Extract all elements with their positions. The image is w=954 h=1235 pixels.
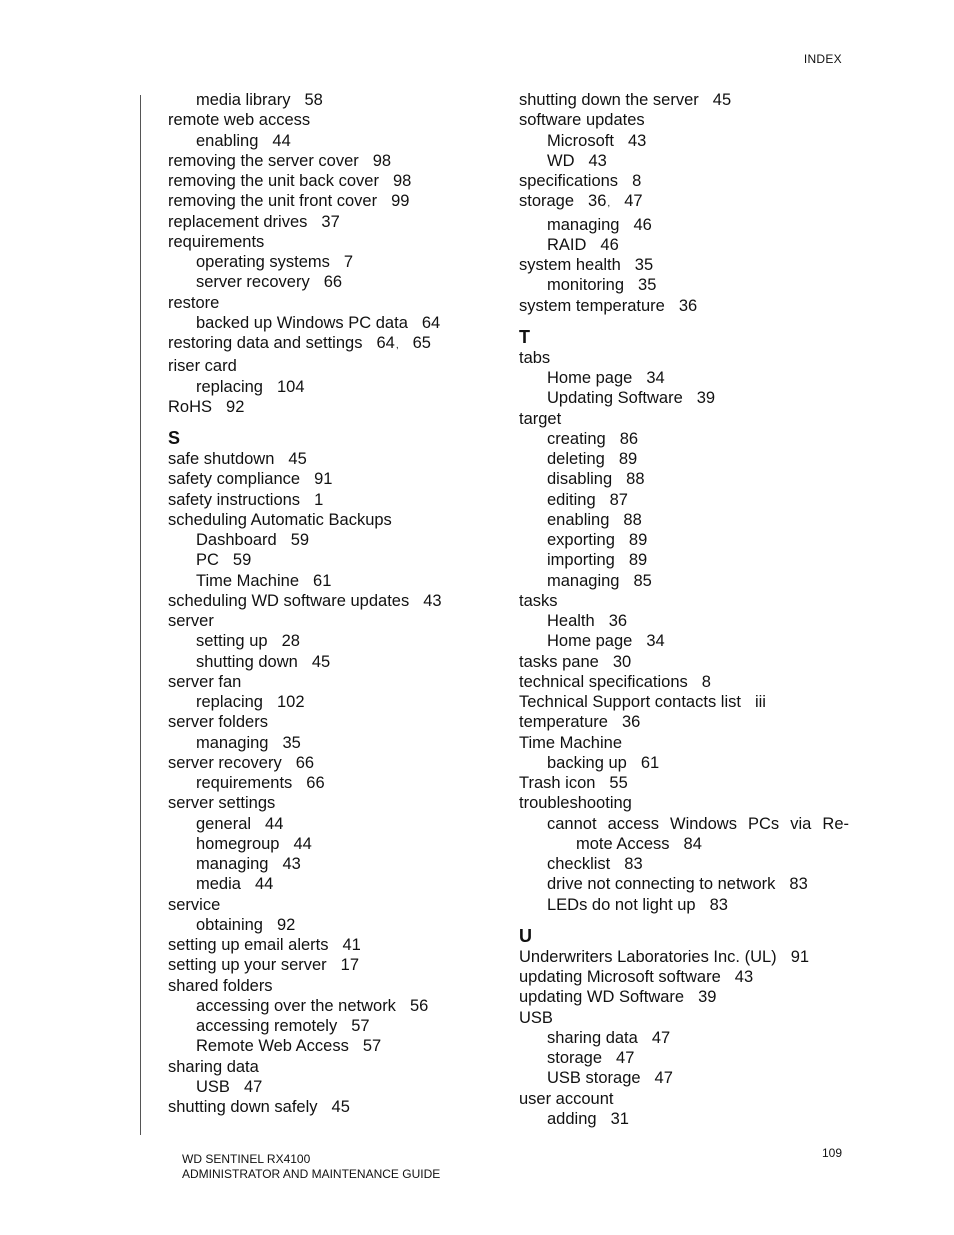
entry-term: server folders (168, 713, 268, 732)
index-entry (168, 356, 488, 376)
page-reference[interactable]: 39 (696, 389, 716, 408)
entry-term: Health (547, 612, 595, 630)
entry-term: drive not connecting to network (547, 875, 776, 894)
entry-term: specifications (519, 172, 619, 190)
entry-term: Updating Software (547, 389, 683, 408)
entry-term: server settings (168, 794, 276, 813)
index-entry (168, 212, 488, 232)
index-entry (519, 348, 849, 368)
page-reference[interactable]: 45 (288, 450, 307, 468)
index-entry (519, 652, 849, 672)
entry-term: enabling (547, 510, 610, 529)
index-entry (519, 296, 849, 316)
page-reference[interactable]: 104 (276, 377, 305, 396)
entry-term: shutting down (196, 652, 298, 671)
index-entry (519, 672, 849, 692)
page-reference[interactable]: 8 (632, 172, 642, 190)
index-subentry (168, 692, 488, 712)
page-reference[interactable]: 41 (342, 936, 361, 954)
index-entry (519, 90, 849, 110)
index-entry (168, 712, 488, 732)
entry-term: creating (547, 429, 606, 448)
entry-term: scheduling WD software updates (168, 591, 410, 610)
page-reference[interactable]: 31 (610, 1109, 629, 1128)
page-reference[interactable]: 17 (340, 956, 360, 975)
index-subentry (168, 252, 488, 272)
entry-term: storage (519, 192, 575, 211)
index-entry (168, 293, 488, 313)
index-subentry (519, 550, 849, 570)
index-entry (519, 733, 849, 753)
page-reference[interactable]: 66 (323, 273, 343, 292)
index-subentry (519, 1048, 849, 1068)
index-subentry (168, 571, 488, 591)
entry-term: remote web access (168, 111, 311, 130)
entry-term: media (196, 875, 241, 894)
index-entry (519, 1008, 849, 1028)
page-reference[interactable]: 34 (646, 369, 665, 387)
page-reference[interactable]: 44 (254, 875, 274, 894)
index-subentry (519, 275, 849, 295)
index-subentry (168, 90, 488, 110)
entry-term: server recovery (196, 273, 310, 292)
entry-term: deleting (547, 450, 605, 468)
index-entry (168, 151, 488, 171)
index-subentry (519, 854, 849, 874)
entry-term: target (519, 409, 562, 428)
entry-term: RAID (547, 235, 587, 254)
index-subentry (168, 550, 488, 570)
page-reference[interactable]: 59 (290, 531, 310, 549)
entry-term: updating WD Software (519, 988, 685, 1007)
index-subentry (168, 1016, 488, 1036)
index-entry (168, 397, 488, 417)
section-letter: T (519, 326, 530, 347)
entry-term: Home page (547, 632, 633, 651)
index-entry (519, 110, 849, 130)
entry-term: setting up (196, 632, 268, 651)
index-entry (519, 409, 849, 429)
index-subentry (519, 215, 849, 235)
index-subentry (168, 773, 488, 793)
entry-term: restore (168, 293, 220, 312)
index-entry (519, 947, 849, 967)
entry-term: Microsoft (547, 131, 614, 150)
entry-term: troubleshooting (519, 794, 632, 813)
entry-term: cannot access Windows PCs via Re-mote Access (547, 814, 849, 853)
index-entry (519, 967, 849, 987)
page-reference[interactable]: 47 (651, 1028, 671, 1047)
entry-term: media library (196, 91, 291, 109)
index-entry (168, 171, 488, 191)
index-entry (519, 692, 849, 712)
page-reference[interactable]: 43 (734, 968, 754, 986)
entry-term: managing (196, 733, 269, 752)
entry-term: safety compliance (168, 470, 301, 489)
page-reference[interactable]: 85 (633, 571, 652, 590)
index-subentry (168, 874, 488, 894)
entry-term: Technical Support contacts list (519, 693, 741, 711)
index-subentry (519, 449, 849, 469)
page-reference[interactable]: 83 (709, 895, 728, 914)
entry-term: replacing (196, 693, 263, 711)
entry-term: backed up Windows PC data (196, 313, 408, 332)
index-entry (168, 753, 488, 773)
index-entry (168, 110, 488, 130)
entry-term: accessing remotely (196, 1017, 338, 1035)
index-entry (168, 793, 488, 813)
entry-term: setting up email alerts (168, 936, 329, 954)
entry-term: operating systems (196, 253, 330, 271)
page-reference[interactable]: 83 (789, 875, 808, 894)
entry-term: removing the unit back cover (168, 172, 379, 190)
index-subentry (519, 235, 849, 255)
index-subentry (519, 368, 849, 388)
page-reference[interactable]: 35 (638, 276, 657, 295)
entry-term: server fan (168, 672, 242, 691)
index-entry (519, 712, 849, 732)
entry-term: WD (547, 151, 575, 170)
entry-term: USB (519, 1008, 553, 1027)
index-subentry (168, 652, 488, 672)
entry-term: system health (519, 256, 621, 274)
page-reference[interactable]: 36 (621, 713, 641, 732)
index-entry (168, 232, 488, 252)
entry-term: managing (547, 571, 620, 590)
entry-term: Time Machine (196, 571, 300, 590)
page-reference[interactable]: 88 (626, 470, 645, 489)
entry-term: Dashboard (196, 531, 277, 549)
entry-term: enabling (196, 131, 259, 150)
page-reference[interactable]: 86 (619, 429, 639, 448)
index-entry (168, 611, 488, 631)
page-reference[interactable]: 28 (281, 632, 300, 651)
page-reference[interactable]: 61 (313, 571, 332, 590)
page-reference[interactable]: 46 (600, 235, 619, 254)
page-reference[interactable]: 47 (654, 1069, 673, 1088)
page-reference[interactable]: 56 (409, 996, 429, 1015)
page-reference[interactable]: 98 (372, 151, 392, 170)
entry-term: USB storage (547, 1069, 641, 1088)
index-entry (168, 333, 488, 356)
index-subentry (519, 874, 849, 894)
page-reference[interactable]: 45 (331, 1098, 350, 1116)
section-letter: S (168, 428, 181, 448)
footer-guide-title: ADMINISTRATOR AND MAINTENANCE GUIDE (182, 1167, 441, 1181)
page-reference[interactable]: 66 (295, 753, 315, 772)
entry-term: temperature (519, 713, 608, 732)
entry-term: user account (519, 1089, 614, 1108)
page-reference[interactable]: 46 (633, 215, 652, 234)
page-reference[interactable]: 36 (588, 192, 607, 211)
entry-term: backing up (547, 753, 627, 772)
page-reference[interactable]: 83 (624, 855, 643, 873)
entry-term: tabs (519, 348, 551, 367)
page-reference[interactable]: 36 (608, 612, 628, 630)
entry-term: tasks pane (519, 652, 599, 671)
entry-term: setting up your server (168, 956, 327, 975)
page-reference[interactable]: 43 (423, 591, 442, 610)
page-reference[interactable]: 45 (311, 652, 331, 671)
entry-term: sharing data (168, 1057, 259, 1076)
entry-term: requirements (196, 774, 293, 792)
page-reference[interactable]: 92 (276, 915, 296, 934)
index-entry (519, 191, 849, 214)
entry-term: software updates (519, 111, 645, 130)
index-subentry (519, 1109, 849, 1129)
index-subentry (519, 131, 849, 151)
index-subentry (519, 510, 849, 530)
entry-term: safe shutdown (168, 450, 275, 468)
entry-term: USB (196, 1077, 230, 1096)
entry-term: riser card (168, 357, 237, 376)
page-reference[interactable]: 91 (790, 947, 810, 966)
page-reference[interactable]: 89 (628, 531, 648, 549)
page-reference[interactable]: 47 (243, 1077, 263, 1096)
index-subentry (519, 571, 849, 591)
entry-term: disabling (547, 470, 613, 489)
index-entry (168, 449, 488, 469)
page-reference[interactable]: 36 (678, 296, 698, 315)
index-entry (519, 255, 849, 275)
entry-term: replacing (196, 377, 263, 396)
page-number: 109 (821, 1146, 842, 1160)
page-reference[interactable]: 45 (712, 91, 732, 109)
index-subentry (519, 631, 849, 651)
page-reference[interactable]: 102 (276, 693, 305, 711)
index-column-right (519, 90, 849, 1129)
index-subentry (168, 834, 488, 854)
page-reference[interactable]: 64 (376, 334, 395, 352)
entry-term: general (196, 814, 252, 833)
entry-term: LEDs do not light up (547, 895, 696, 914)
index-entry (168, 1097, 488, 1117)
index-entry (168, 490, 488, 510)
entry-term: obtaining (196, 915, 263, 934)
section-letter: U (519, 925, 532, 946)
page-reference[interactable]: 57 (351, 1017, 370, 1035)
index-entry (168, 1057, 488, 1077)
page-reference[interactable]: 89 (618, 450, 638, 468)
entry-term: Time Machine (519, 733, 623, 752)
entry-term: server (168, 612, 214, 630)
footer-product: WD SENTINEL RX4100 (182, 1152, 311, 1166)
entry-term: shared folders (168, 976, 273, 995)
entry-term: replacement drives (168, 212, 308, 231)
index-subentry (168, 131, 488, 151)
index-subentry (519, 490, 849, 510)
index-entry (519, 591, 849, 611)
index-subentry (168, 854, 488, 874)
index-subentry (168, 272, 488, 292)
page-reference[interactable]: 92 (226, 397, 245, 416)
index-entry (168, 955, 488, 975)
index-subentry (168, 377, 488, 397)
page-separator: , (395, 340, 399, 351)
entry-term: safety instructions (168, 490, 301, 509)
entry-term: storage (547, 1049, 603, 1067)
index-entry (519, 773, 849, 793)
index-column-left (168, 90, 488, 1117)
page-reference[interactable]: 1 (314, 490, 324, 509)
index-subentry (519, 895, 849, 915)
index-subentry (519, 530, 849, 550)
page-reference[interactable]: 44 (272, 131, 291, 150)
entry-term: homegroup (196, 834, 280, 853)
page-reference[interactable]: 65 (412, 334, 431, 352)
entry-term: system temperature (519, 296, 665, 315)
entry-term: server recovery (168, 753, 282, 772)
index-subentry (168, 1036, 488, 1056)
index-subentry (519, 1028, 849, 1048)
entry-term: editing (547, 490, 596, 509)
entry-term: sharing data (547, 1028, 638, 1047)
page-reference[interactable]: 57 (362, 1037, 382, 1056)
index-subentry (168, 530, 488, 550)
page-reference[interactable]: 8 (701, 672, 711, 691)
index-entry (168, 935, 488, 955)
index-entry (168, 976, 488, 996)
entry-term: Remote Web Access (196, 1037, 349, 1056)
page-reference[interactable]: 35 (634, 256, 654, 274)
entry-term: managing (547, 215, 620, 234)
entry-term: importing (547, 551, 615, 570)
index-entry (519, 987, 849, 1007)
entry-term: PC (196, 551, 219, 570)
index-subentry (168, 631, 488, 651)
entry-term: RoHS (168, 397, 213, 416)
index-entry (519, 171, 849, 191)
entry-term: removing the unit front cover (168, 192, 378, 211)
entry-term: Underwriters Laboratories Inc. (UL) (519, 947, 777, 966)
page-reference[interactable]: 39 (698, 988, 717, 1007)
page-reference[interactable]: 98 (392, 172, 412, 190)
entry-term: accessing over the network (196, 996, 396, 1015)
page-separator: , (607, 198, 611, 210)
page-reference[interactable]: 59 (232, 551, 252, 570)
entry-term: adding (547, 1109, 597, 1128)
index-subentry (168, 814, 488, 834)
index-subentry (519, 151, 849, 171)
index-entry (519, 793, 849, 813)
page-footer (182, 1152, 440, 1182)
page-reference[interactable]: 89 (628, 551, 648, 570)
index-subentry (168, 996, 488, 1016)
index-subentry (519, 611, 849, 631)
entry-term: removing the server cover (168, 151, 359, 170)
page-reference[interactable]: 84 (683, 834, 702, 853)
entry-term: restoring data and settings (168, 334, 363, 352)
entry-term: monitoring (547, 276, 625, 295)
page-reference[interactable]: 7 (343, 253, 354, 271)
index-entry (168, 469, 488, 489)
page-reference[interactable]: 35 (282, 733, 301, 752)
page-reference[interactable]: 44 (293, 834, 312, 853)
page-reference[interactable]: 87 (609, 490, 628, 509)
margin-rule (140, 95, 141, 1135)
page-reference[interactable]: 99 (391, 192, 410, 211)
entry-term: exporting (547, 531, 615, 549)
entry-term: service (168, 895, 221, 914)
page-reference[interactable]: 43 (588, 151, 607, 170)
page-reference[interactable]: 34 (646, 632, 665, 651)
index-entry (168, 672, 488, 692)
index-subentry (519, 469, 849, 489)
page-reference[interactable]: 47 (624, 192, 643, 211)
entry-term: shutting down the server (519, 91, 699, 109)
running-header: INDEX (803, 52, 842, 66)
entry-term: managing (196, 855, 269, 873)
index-subentry (519, 1068, 849, 1088)
page-reference[interactable]: 58 (304, 91, 323, 109)
index-subentry (519, 388, 849, 408)
entry-term: shutting down safely (168, 1098, 318, 1116)
entry-term: Trash icon (519, 774, 596, 792)
index-subentry (168, 313, 488, 333)
entry-term: Home page (547, 369, 633, 387)
page-reference[interactable]: 44 (265, 814, 284, 833)
entry-term: scheduling Automatic Backups (168, 510, 392, 529)
index-entry (168, 591, 488, 611)
page-reference[interactable]: 64 (421, 313, 441, 332)
page-reference[interactable]: 43 (282, 855, 301, 873)
index-entry (168, 191, 488, 211)
page-reference[interactable]: 91 (314, 470, 333, 489)
index-subentry (168, 1077, 488, 1097)
index-subentry (519, 753, 849, 773)
page-reference[interactable]: 61 (640, 753, 660, 772)
index-entry (519, 1089, 849, 1109)
page-reference[interactable]: 37 (321, 212, 340, 231)
entry-term: updating Microsoft software (519, 968, 721, 986)
page-reference[interactable]: 55 (609, 774, 628, 792)
index-subentry (519, 429, 849, 449)
page-reference[interactable]: 30 (612, 652, 632, 671)
index-entry (168, 895, 488, 915)
index-subentry (519, 814, 849, 855)
page-reference[interactable]: 47 (616, 1049, 635, 1067)
entry-term: tasks (519, 591, 558, 610)
page-reference[interactable]: 66 (306, 774, 325, 792)
page-reference[interactable]: iii (754, 693, 766, 711)
index-subentry (168, 915, 488, 935)
index-subentry (168, 733, 488, 753)
index-entry (168, 510, 488, 530)
page-reference[interactable]: 43 (627, 131, 647, 150)
entry-term: technical specifications (519, 672, 688, 691)
page-reference[interactable]: 88 (623, 510, 642, 529)
entry-term: checklist (547, 855, 611, 873)
entry-term: requirements (168, 232, 265, 251)
